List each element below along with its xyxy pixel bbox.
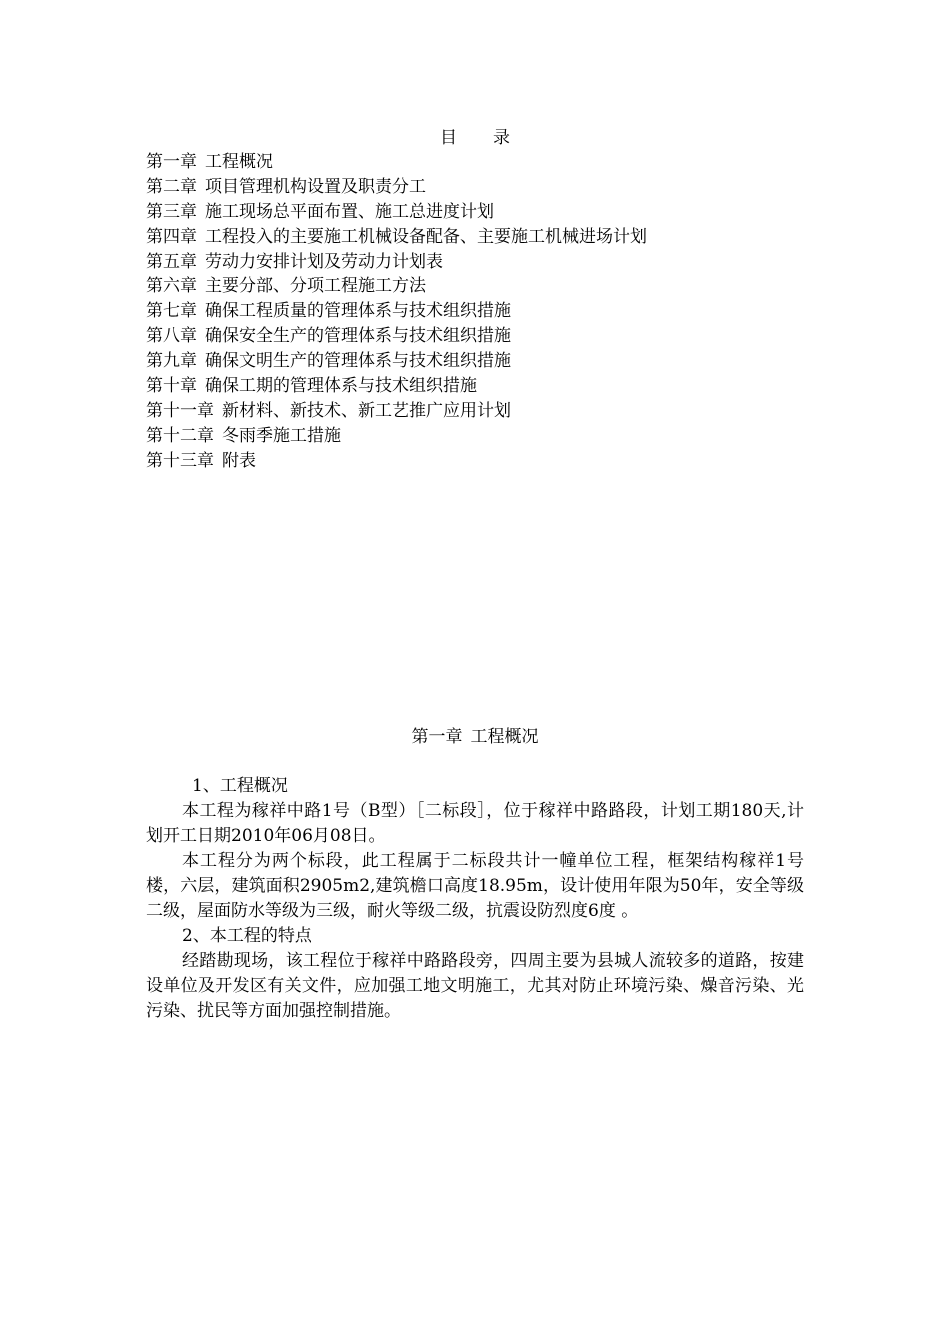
toc-item — [146, 399, 647, 424]
toc-item — [146, 250, 647, 275]
toc-item — [146, 200, 647, 225]
toc-chapter-title: 主要分部、分项工程施工方法 — [205, 276, 426, 297]
toc-item — [146, 274, 647, 299]
toc-chapter-title: 工程投入的主要施工机械设备配备、主要施工机械进场计划 — [205, 226, 647, 247]
toc-chapter-number: 第九章 — [146, 351, 197, 372]
paragraph: 经踏勘现场，该工程位于稼祥中路路段旁，四周主要为县城人流较多的道路，按建设单位及开发区有关文件，应加强工地文明施工，尤其对防止环境污染、燥音污染、光污染、扰民等方面加强控制措施。 — [146, 951, 804, 1021]
chapter-number: 第一章 — [411, 727, 463, 747]
toc-item — [146, 150, 647, 175]
toc-item — [146, 374, 647, 399]
toc-chapter-number: 第七章 — [146, 301, 197, 322]
toc-chapter-title: 施工现场总平面布置、施工总进度计划 — [205, 201, 494, 222]
toc-chapter-title: 劳动力安排计划及劳动力计划表 — [205, 251, 443, 272]
toc-chapter-number: 第三章 — [146, 201, 197, 222]
paragraph: 本工程分为两个标段，此工程属于二标段共计一幢单位工程，框架结构稼祥1号楼，六层，建筑面积2905m2,建筑檐口高度18.95m，设计使用年限为50年，安全等级二级，屋面防水等级为三级，耐火等级二级，抗震设防烈度6度 。 — [146, 851, 804, 921]
toc-title-right: 录 — [493, 128, 510, 148]
toc-chapter-title: 冬雨季施工措施 — [222, 425, 341, 446]
toc-chapter-title: 项目管理机构设置及职责分工 — [205, 176, 426, 197]
toc-item — [146, 299, 647, 324]
toc-item — [146, 449, 647, 474]
toc-item — [146, 175, 647, 200]
toc-item — [146, 324, 647, 349]
chapter-body — [146, 774, 804, 1024]
toc-chapter-title: 确保文明生产的管理体系与技术组织措施 — [205, 351, 511, 372]
toc-chapter-title: 确保工程质量的管理体系与技术组织措施 — [205, 301, 511, 322]
toc-item — [146, 225, 647, 250]
toc-chapter-title: 新材料、新技术、新工艺推广应用计划 — [222, 400, 511, 421]
toc-chapter-number: 第二章 — [146, 176, 197, 197]
chapter-title: 工程概况 — [470, 727, 539, 747]
toc-title — [0, 125, 950, 151]
section-heading: 1、工程概况 — [192, 776, 288, 796]
toc-title-left: 目 — [440, 128, 457, 148]
toc-item — [146, 424, 647, 449]
toc-list — [146, 150, 647, 474]
toc-chapter-number: 第十三章 — [146, 450, 214, 471]
toc-chapter-title: 确保安全生产的管理体系与技术组织措施 — [205, 326, 511, 347]
toc-chapter-number: 第八章 — [146, 326, 197, 347]
toc-chapter-number: 第六章 — [146, 276, 197, 297]
toc-chapter-number: 第一章 — [146, 152, 197, 172]
toc-chapter-number: 第四章 — [146, 226, 197, 247]
toc-chapter-number: 第五章 — [146, 251, 197, 272]
toc-chapter-number: 第十一章 — [146, 400, 214, 421]
chapter-heading — [0, 724, 950, 750]
paragraph: 本工程为稼祥中路1号（B型）［二标段］，位于稼祥中路路段，计划工期180天,计划开工日期2010年06月08日。 — [146, 801, 804, 846]
toc-item — [146, 349, 647, 374]
toc-chapter-number: 第十章 — [146, 376, 197, 397]
section-heading: 2、本工程的特点 — [182, 926, 312, 946]
toc-chapter-number: 第十二章 — [146, 425, 214, 446]
toc-chapter-title: 工程概况 — [205, 152, 273, 172]
toc-chapter-title: 确保工期的管理体系与技术组织措施 — [205, 376, 477, 397]
toc-chapter-title: 附表 — [222, 450, 256, 471]
